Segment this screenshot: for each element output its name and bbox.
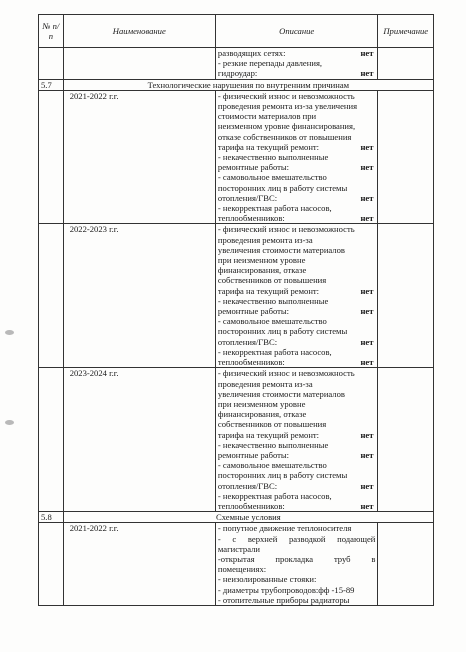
section-number: 5.7 (39, 79, 64, 90)
section-number: 5.8 (39, 512, 64, 523)
description-line: - физический износ и невозможность (217, 368, 355, 379)
continued-row (39, 48, 434, 80)
section-row (39, 512, 434, 523)
description-line: отопления/ГВС: нет (217, 336, 374, 347)
table-body (39, 48, 434, 606)
status-value: нет (360, 500, 374, 511)
status-value: нет (360, 357, 374, 368)
punch-hole-mark (5, 420, 14, 425)
description-line: - отопительные приборы радиаторы (217, 594, 350, 605)
description-line: собственников от повышения (217, 419, 327, 430)
header-name: Наименование (63, 15, 215, 48)
description-line: теплообменников: нет (217, 357, 374, 368)
description-line: ремонтные работы: нет (217, 306, 374, 317)
period-label: 2023-2024 г.г. (63, 368, 215, 512)
description-line: отопления/ГВС: нет (217, 192, 374, 203)
description-line: стоимости материалов при (217, 111, 317, 122)
description-line: - физический износ и невозможность (217, 90, 355, 101)
note-cell (378, 224, 434, 368)
status-value: нет (360, 285, 374, 296)
description-line: - некачественно выполненные (217, 295, 329, 306)
status-value: нет (360, 306, 374, 317)
period-row (39, 224, 434, 368)
note-cell (378, 90, 434, 224)
description-line: магистрали (217, 543, 260, 554)
description-line: теплообменников: нет (217, 500, 374, 511)
period-label: 2021-2022 г.г. (63, 90, 215, 224)
description-line: помещениях: (217, 564, 267, 575)
description-line: - некорректная работа насосов, (217, 203, 332, 214)
description-line: - самовольное вмешательство (217, 460, 327, 471)
punch-hole-mark (5, 330, 14, 335)
period-description (215, 90, 378, 224)
status-value: нет (360, 429, 374, 440)
description-line: тарифа на текущий ремонт: нет (217, 429, 374, 440)
status-value: нет (360, 162, 374, 173)
description-line: ремонтные работы: нет (217, 162, 374, 173)
header-num: № п/п (39, 15, 64, 48)
description-line: - диаметры трубопроводов:фф -15-89 (217, 584, 355, 595)
status-value: нет (360, 141, 374, 152)
status-value: нет (360, 213, 374, 224)
section-row (39, 79, 434, 90)
description-line: отопления/ГВС: нет (217, 480, 374, 491)
description-line: посторонних лиц в работу системы (217, 470, 348, 481)
description-line: - некачественно выполненные (217, 152, 329, 163)
description-line: - физический износ и невозможность (217, 224, 355, 235)
description-line: - неизолированные стояки: (217, 574, 317, 585)
description-line: проведения ремонта из-за увеличения (217, 101, 358, 112)
description-line: финансирования, отказе (217, 409, 307, 420)
period-row (39, 523, 434, 606)
description-line: при неизменном уровне (217, 255, 306, 266)
description-line: - самовольное вмешательство (217, 316, 327, 327)
description-line: - некорректная работа насосов, (217, 346, 332, 357)
description-line: увеличения стоимости материалов (217, 244, 345, 255)
description-line: увеличения стоимости материалов (217, 388, 345, 399)
period-label: 2021-2022 г.г. (63, 523, 215, 606)
period-description (215, 368, 378, 512)
continued-description: разводящих сетях: нет - резкие перепады давления, гидроудар: нет (215, 48, 378, 80)
period-description (215, 224, 378, 368)
period-description (215, 523, 378, 606)
description-line: - некорректная работа насосов, (217, 490, 332, 501)
period-row (39, 90, 434, 224)
table-header-row (39, 15, 434, 48)
period-label: 2022-2023 г.г. (63, 224, 215, 368)
description-line: проведения ремонта из-за (217, 234, 313, 245)
description-line: финансирования, отказе (217, 265, 307, 276)
description-line: проведения ремонта из-за (217, 378, 313, 389)
status-value: нет (360, 480, 374, 491)
description-line: посторонних лиц в работу системы (217, 326, 348, 337)
description-line: ремонтные работы: нет (217, 449, 374, 460)
description-line: собственников от повышения (217, 275, 327, 286)
section-title: Технологические нарушения по внутренним причинам (63, 79, 433, 90)
header-description: Описание (215, 15, 378, 48)
status-value: нет (360, 336, 374, 347)
description-line: отказе собственников от повышения (217, 131, 352, 142)
description-line: - самовольное вмешательство (217, 172, 327, 183)
status-value: нет (360, 192, 374, 203)
description-line: при неизменном уровне (217, 398, 306, 409)
description-line: - некачественно выполненные (217, 439, 329, 450)
status-value: нет (360, 449, 374, 460)
header-note: Примечание (378, 15, 434, 48)
description-line: -открытая прокладка труб в (217, 553, 376, 564)
description-line: тарифа на текущий ремонт: нет (217, 285, 374, 296)
note-cell (378, 523, 434, 606)
description-line: неизменном уровне финансирования, (217, 121, 356, 132)
note-cell (378, 368, 434, 512)
description-line: - попутное движение теплоносителя (217, 523, 352, 534)
description-line: посторонних лиц в работу системы (217, 182, 348, 193)
period-row (39, 368, 434, 512)
section-title: Схемные условия (63, 512, 433, 523)
description-line: - с верхней разводкой подающей (217, 533, 376, 544)
description-line: тарифа на текущий ремонт: нет (217, 141, 374, 152)
description-line: теплообменников: нет (217, 213, 374, 224)
specification-table (38, 14, 434, 606)
